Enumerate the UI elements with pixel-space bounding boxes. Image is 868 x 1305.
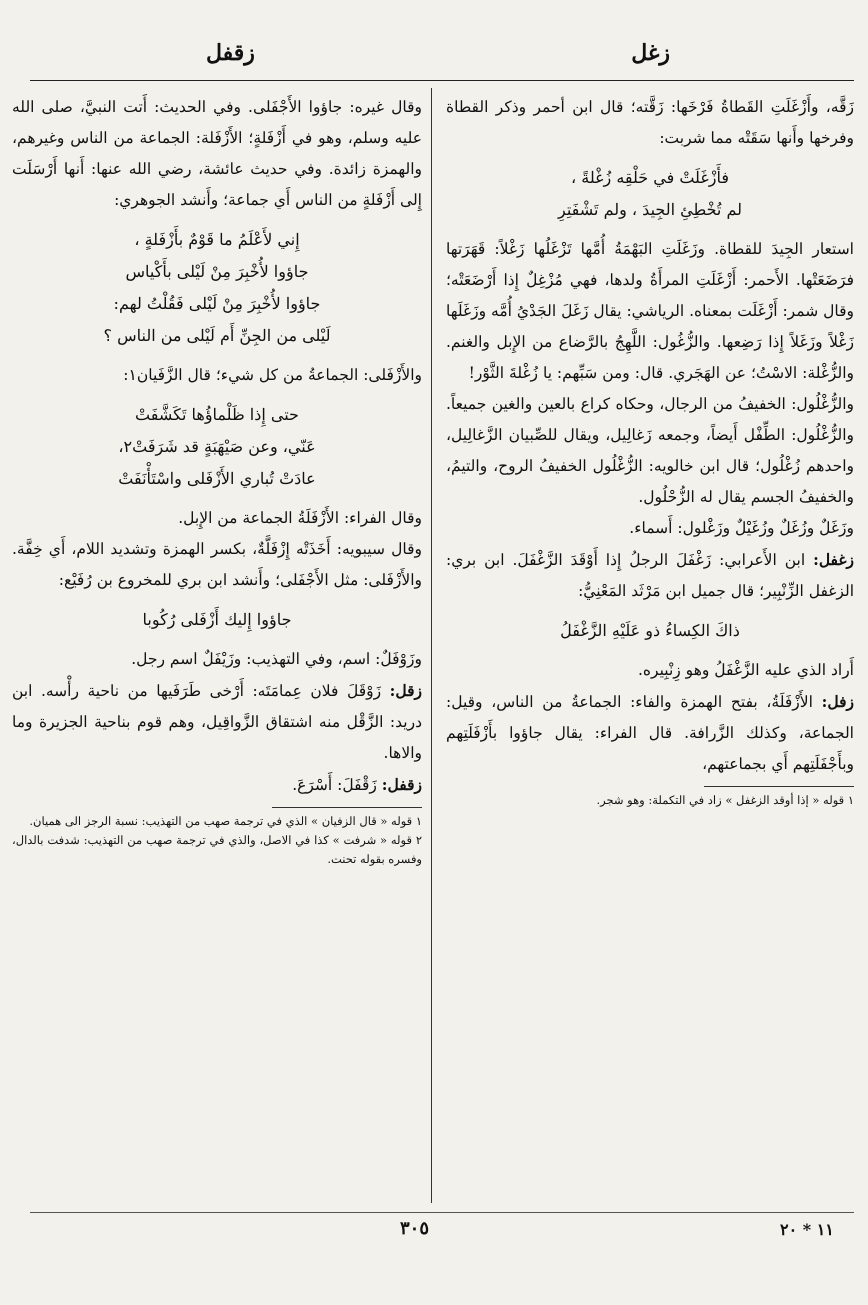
verse-line: عَنّي، وعن صَيْهَبَةٍ قد شَرَفَتْ٢، [118,437,316,456]
page-number: ٣٠٥ [400,1218,430,1239]
top-rule [30,80,854,81]
left-verse-3: جاؤوا إِليك أَزْفَلى رُكُوبا [142,610,292,629]
entry-headword: زقفل: [381,775,422,794]
footnote: ١ قوله « إذا أوقد الزغفل » زاد في التكملة: وهو شجر. [596,793,854,807]
footnote-rule [704,786,854,787]
bottom-rule [30,1212,854,1213]
right-column [446,92,854,810]
entry-headword: زغفل: [813,550,854,569]
verse-line: عادَتْ تُباري الأَزْفَلى واسْتَأْنَفَتْ [118,469,316,488]
verse-line: لم تُخْطِئِ الجِيدَ ، ولم تَشْفَتِرِ [558,200,742,219]
entry-text: زَوْقَلَ فلان عِمامَتَه: أَرْخى طَرَفَيها من ناحية رأْسه. ابن دريد: الزَّقْل منه اشتقاق الزَّواقِيل، وهم قوم بناحية الجزيرة وما والاها. [12,682,422,762]
footnote: ١ قوله « قال الزفيان » الذي في ترجمة صهب من التهذيب: نسبة الرجز الى هميان. [29,814,422,828]
left-paragraph-3: وقال الفراء: الأَزْفَلَةُ الجماعة من الإِبل. [178,509,422,527]
right-verse-1 [446,162,854,226]
left-paragraph-5: وزَوْفَلٌ: اسم، وفي التهذيب: وزَيْفَلٌ اسم رجل. [131,650,422,668]
entry-text: زَقْفَلَ: أَسْرَعَ. [292,776,377,794]
header-left-word: زقفل [206,40,255,66]
entry-zwql [12,675,422,769]
right-paragraph-4: وزَغَلٌ وزُغَلٌ وزُغَيْلٌ وزَغْلول: أَسماء. [629,519,854,537]
left-column [12,92,422,869]
entry-text: الأَزْفَلَةُ، بفتح الهمزة والفاء: الجماعةُ من الناس، وقيل: الجماعة، وكذلك الزَّرافة. قال الفراء: يقال جاؤوا بأَزْفَلَتِهم وبأَجْفَلَتِهم أَي بجماعتهم، [446,693,854,773]
left-verse-2 [12,399,422,495]
right-paragraph-6: أَراد الذي عليه الزَّغْفَلُ وهو زِنْبِيره. [638,661,854,679]
left-paragraph-2: والأَزْفَلى: الجماعةُ من كل شيء؛ قال الزَّفَيان١: [123,366,422,384]
footnote: ٢ قوله « شرفت » كذا في الاصل، والذي في ترجمة صهب من التهذيب: شدفت بالدال، وفسره بقوله تحنت. [12,833,422,866]
verse-line: حتى إِذا ظَلْماؤُها تَكَشَّفَتْ [135,405,299,424]
left-paragraph-1: وقال غيره: جاؤوا الأَجْفَلى. وفي الحديث: أَتت النبيَّ، صلى الله عليه وسلم، وهو في أَزْفَلةٍ؛ الأَزْفَلة: الجماعة من الناس وغيرهم، والهمزة زائدة. وفي حديث عائشة، رضي الله عنها: أَنها أَرْسَلَت إِلى أَزْفَلةٍ من الناس أَي جماعة؛ وأَنشد الجوهري: [12,98,422,209]
entry-headword: زفل: [821,692,854,711]
entry-text: ابن الأَعرابي: زَغْفَلَ الرجلُ إِذا أَوْقَدَ الزَّغْفَلَ. ابن بري: الزغفل الزِّنْبِير؛ قال جميل ابن مَرْثَد المَعْنِيُّ: [446,551,854,600]
footnote-rule [272,807,422,808]
right-paragraph-1: زَقَّه، وأَزْغَلَتِ القَطاةُ فَرْخَها: زَقَّته؛ قال ابن أحمر وذكر القطاة وفرخها وأَنها سَقَتْه مما شربت: [446,98,854,147]
right-verse-2: ذاكَ الكِساءُ ذو عَلَيْهِ الزَّغْفَلُ [560,621,740,640]
verse-line: فأَزْغَلَتْ في حَلْقِه زُغْلةً ، [571,168,729,187]
entry-zghfl [446,544,854,607]
entry-zqfl [12,769,422,801]
left-verse-1 [12,224,422,352]
verse-line: جاؤوا لأُخْبِرَ مِنْ لَيْلى فَقُلْتُ لهم: [113,294,321,313]
right-paragraph-2: استعار الجِيدَ للقطاة. وزَغَلَتِ البَهْمَةُ أُمَّها تَزْغَلُها زَغْلاً: قَهَرَتها فرَضَعَتْها. الأَحمر: أَزْغَلَتِ المرأَةُ ولدها، فهي مُزْغِلٌ إِذا أَرْضَعَتْه؛ وقال شمر: أَزْغَلَت بمعناه. الرياشي: يقال زَغَلَ الجَدْيُ أُمَّه وزَغَلَها زَغْلاً وزَغَلاً إِذا رَضِعها. والزُّغُول: اللَّهِجُ بالرَّضاع من الإِبل والغنم. والزُّغْلة: الاسْتُ؛ عن الهَجَري. قال: ومن سَبِّهم: يا زُغْلةَ الثَّوْر! [446,240,854,382]
entry-headword: زقل: [389,681,422,700]
printer-signature: ١١ * ٢٠ [780,1220,834,1239]
verse-line: جاؤوا لأُخْبِرَ مِنْ لَيْلى بأَكْياس [125,262,309,281]
verse-line: لَيْلى من الجِنِّ أَم لَيْلى من الناس ؟ [103,326,331,345]
entry-zfl [446,686,854,780]
header-right-word: زغل [631,40,670,66]
left-paragraph-4: وقال سيبويه: أَخَذَتْه إِزْفَلَّةٌ، بكسر الهمزة وتشديد اللام، أَي خِفَّة. والأَزْفَلى: مثل الأَجْفَلى؛ وأَنشد ابن بري للمخروع بن رُفَيْع: [12,540,422,589]
right-paragraph-3: والزُّغْلُول: الخفيفُ من الرجال، وحكاه كراع بالعين والغين جميعاً. والزُّغْلُول: الطِّفْل أَيضاً، وجمعه زَغالِيل، ويقال للصِّبيان الزَّغالِيل، واحدهم زُغْلُول؛ قال ابن خالويه: الزُّغْلُول الخفيفُ الروح، والتيمُ، والخفيفُ الجسم يقال له الزُّحْلُول. [446,395,854,506]
verse-line: إِني لأَعْلَمُ ما قَوْمٌ بأَزْفَلةٍ ، [134,230,300,249]
column-divider [431,88,432,1203]
